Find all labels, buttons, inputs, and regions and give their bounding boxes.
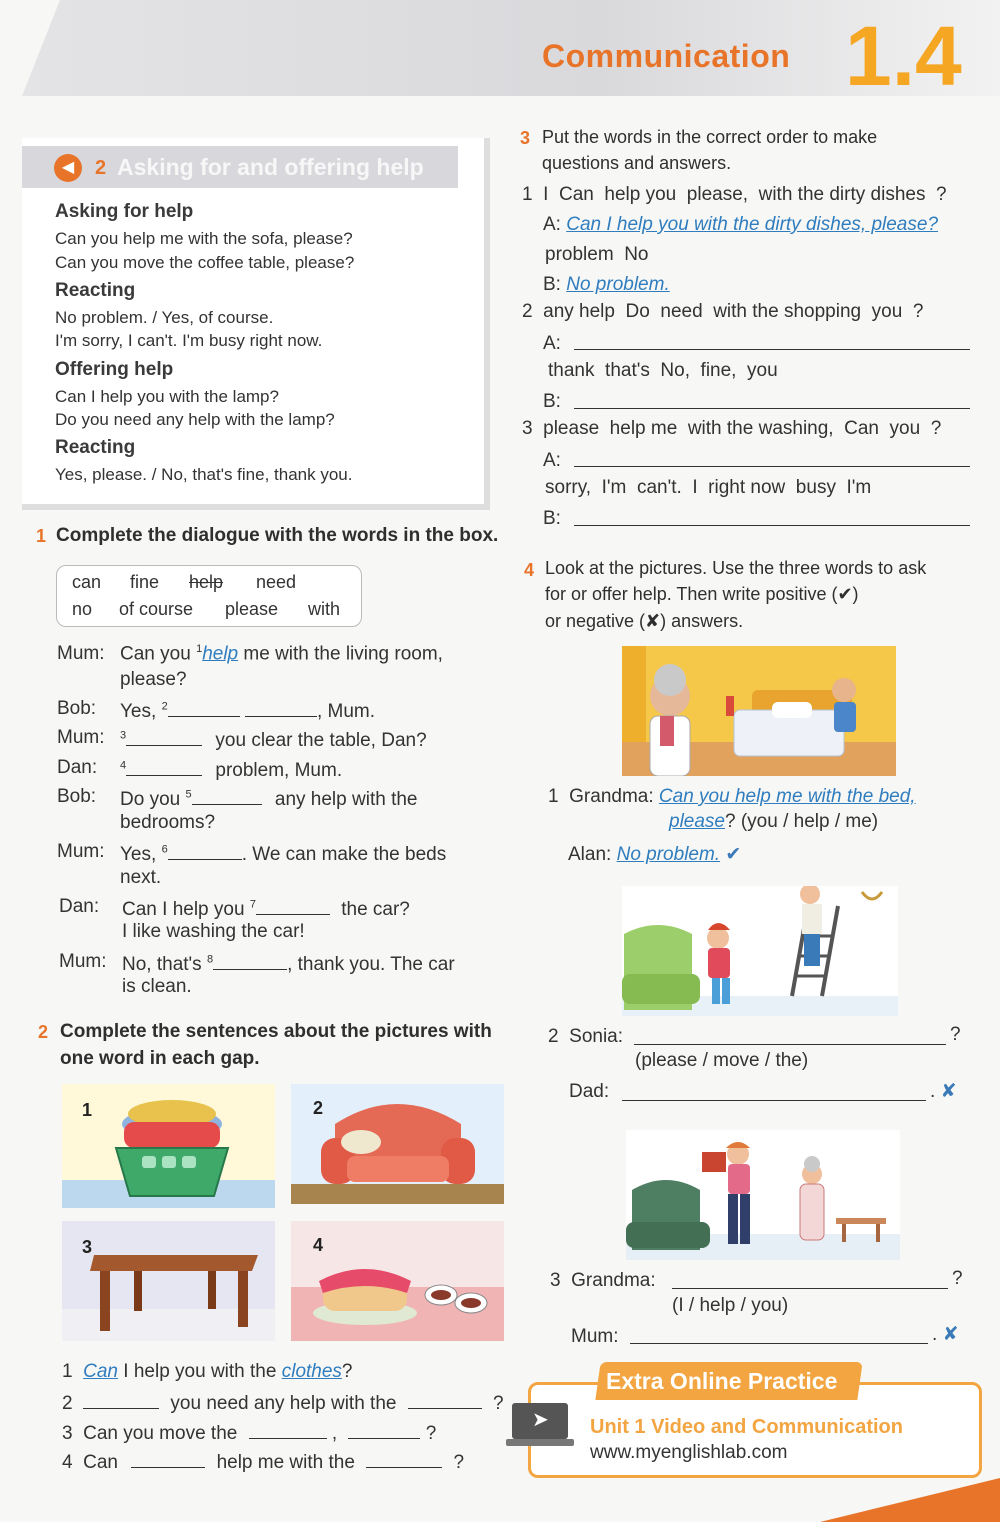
laptop-base: [506, 1439, 574, 1446]
answer-line[interactable]: [672, 1287, 948, 1289]
dialogue-speaker: Mum:: [57, 841, 105, 862]
word-box-word: of course: [119, 599, 194, 619]
ex3-number: 3: [520, 128, 531, 148]
ex3-reply-words: problem No: [545, 244, 649, 265]
dialogue-line: $^4$ problem, Mum.: [120, 757, 342, 782]
ex2-instruction: Complete the sentences about the pictures with: [60, 1021, 492, 1042]
question-mark: ?: [950, 1024, 961, 1045]
phrase-line: No problem. / Yes, of course.: [55, 308, 274, 327]
answer-gap[interactable]: [348, 1420, 420, 1439]
dialogue-line: Can you $^1$help me with the living room,: [120, 643, 443, 665]
sonia-dad-picture: [622, 886, 898, 1016]
dialogue-line: Yes, $^6$ . We can make the beds: [120, 841, 446, 866]
ex4-instruction: or negative (✘) answers.: [545, 611, 744, 631]
dialogue-speaker: Mum:: [57, 643, 105, 664]
ex4-item: 1 Grandma: Can you help me with the bed,: [548, 786, 916, 807]
dialogue-line: $^3$ you clear the table, Dan?: [120, 727, 427, 752]
negative-cross-icon: ✘: [940, 1081, 957, 1102]
ex3-instruction: questions and answers.: [542, 153, 732, 173]
ex4-prompt: (I / help / you): [672, 1295, 789, 1316]
ex1-instruction: Complete the dialogue with the words in the box.: [56, 525, 499, 546]
grandma-mum-picture: [626, 1130, 900, 1260]
word-box-word: need: [256, 572, 297, 592]
ex3-answer-b-label: B:: [543, 391, 561, 412]
section-heading: Reacting: [55, 280, 136, 301]
answer-gap[interactable]: [256, 896, 330, 915]
phrase-line: Yes, please. / No, that's fine, thank you.: [55, 465, 353, 484]
ex2-sentence: 3 Can you move the , ?: [62, 1420, 436, 1445]
ex4-number: 4: [524, 560, 535, 580]
dialogue-line-cont: I like washing the car!: [122, 921, 305, 942]
ex4-reply-speaker: Mum:: [571, 1326, 619, 1347]
answer-line[interactable]: [622, 1099, 926, 1101]
word-box-word: fine: [130, 572, 160, 592]
answer-line[interactable]: [574, 465, 970, 467]
online-practice-url[interactable]: www.myenglishlab.com: [590, 1442, 788, 1463]
phrase-line: Do you need any help with the lamp?: [55, 410, 335, 429]
laundry-basket-picture: [62, 1084, 275, 1208]
audio-speaker-icon[interactable]: ◀: [54, 154, 82, 182]
dialogue-line-cont: next.: [120, 867, 162, 888]
ex4-item-cont: please? (you / help / me): [669, 811, 879, 832]
ex2-instruction: one word in each gap.: [60, 1048, 260, 1069]
word-box-word: no: [72, 599, 93, 619]
section-heading: Offering help: [55, 359, 174, 380]
section-heading: Reacting: [55, 437, 136, 458]
ex3-item-words: 3 please help me with the washing, Can you ?: [522, 418, 942, 439]
answer-gap[interactable]: [249, 1420, 327, 1439]
ex3-answer-a-label: A:: [543, 333, 561, 354]
ex4-reply-end: . ✘: [932, 1324, 959, 1345]
dialogue-line-cont: please?: [120, 669, 187, 690]
word-box-word: please: [225, 599, 279, 619]
dialogue-speaker: Dan:: [57, 757, 98, 778]
ex2-sentence: 2 you need any help with the ?: [62, 1390, 504, 1415]
positive-check-icon: ✔: [725, 844, 742, 865]
phrase-line: I'm sorry, I can't. I'm busy right now.: [55, 331, 323, 350]
grandma-bed-picture: [622, 646, 896, 776]
armchair-picture: [291, 1084, 504, 1204]
answer-gap[interactable]: [126, 757, 202, 776]
ex4-prompt: (please / move / the): [635, 1050, 809, 1071]
picture-number: 4: [313, 1235, 324, 1255]
answer-gap[interactable]: [126, 727, 202, 746]
ex3-reply-words: thank that's No, fine, you: [548, 360, 778, 381]
answer-gap[interactable]: [192, 786, 262, 805]
dialogue-line: No, that's $^8$ , thank you. The car: [122, 951, 455, 976]
dialogue-line: Yes, $^2$ , Mum.: [120, 698, 375, 723]
ex3-instruction: Put the words in the correct order to make: [542, 127, 878, 147]
ex4-instruction: Look at the pictures. Use the three words to ask: [545, 558, 927, 578]
picture-number: 3: [82, 1237, 93, 1257]
answer-gap[interactable]: [366, 1449, 442, 1468]
dialogue-line: Do you $^5$ any help with the: [120, 786, 417, 811]
section-heading: Asking for help: [55, 201, 194, 222]
phrase-line: Can you move the coffee table, please?: [55, 253, 355, 272]
dialogue-speaker: Mum:: [59, 951, 107, 972]
ex3-item-words: 1 I Can help you please, with the dirty dishes ?: [522, 184, 947, 205]
question-mark: ?: [952, 1268, 963, 1289]
dialogue-line: Can I help you $^7$ the car?: [122, 896, 410, 921]
ex3-answer-b: B: No problem.: [543, 274, 670, 295]
answer-line[interactable]: [630, 1342, 928, 1344]
ex1-number: 1: [36, 526, 47, 546]
ex3-answer-b-label: B:: [543, 508, 561, 529]
page-title: Communication: [542, 38, 791, 74]
answer-gap[interactable]: [213, 951, 287, 970]
footer-decoration: [820, 1478, 1000, 1522]
online-practice-unit: Unit 1 Video and Communication: [590, 1416, 903, 1438]
dialogue-line-cont: bedrooms?: [120, 812, 216, 833]
ex4-reply-speaker: Dad:: [569, 1081, 610, 1102]
phrase-box-title: Asking for and offering help: [117, 154, 424, 180]
dialogue-line-cont: is clean.: [122, 976, 192, 997]
online-practice-title: Extra Online Practice: [606, 1368, 838, 1394]
ex3-answer-a-label: A:: [543, 450, 561, 471]
phrase-line: Can you help me with the sofa, please?: [55, 229, 353, 248]
word-box-word-crossed: help: [189, 572, 224, 592]
ex4-instruction: for or offer help. Then write positive (✔): [545, 584, 859, 604]
answer-gap[interactable]: [83, 1390, 159, 1409]
ex4-item: 3 Grandma:: [550, 1270, 656, 1291]
answer-line[interactable]: [574, 348, 970, 350]
ex3-answer-a: A: Can I help you with the dirty dishes, please?: [543, 214, 939, 235]
ex2-sentence: 1 Can I help you with the clothes?: [62, 1361, 353, 1382]
ex4-item: 2 Sonia:: [548, 1026, 624, 1047]
dialogue-speaker: Bob:: [57, 786, 97, 807]
answer-line[interactable]: [574, 407, 970, 409]
answer-gap[interactable]: [131, 1449, 205, 1468]
ex3-item-words: 2 any help Do need with the shopping you ?: [522, 301, 924, 322]
phrase-line: Can I help you with the lamp?: [55, 387, 279, 406]
ex2-number: 2: [38, 1022, 49, 1042]
dialogue-speaker: Bob:: [57, 698, 97, 719]
ex4-reply-end: . ✘: [930, 1081, 957, 1102]
dialogue-answer: help: [202, 643, 239, 665]
dialogue-speaker: Mum:: [57, 727, 105, 748]
lesson-number: 1.4: [845, 9, 962, 103]
cake-picture: [291, 1221, 504, 1341]
answer-gap[interactable]: [168, 841, 242, 860]
dialogue-speaker: Dan:: [59, 896, 100, 917]
negative-cross-icon: ✘: [942, 1324, 959, 1345]
answer-line[interactable]: [634, 1043, 946, 1045]
picture-number: 2: [313, 1098, 324, 1118]
answer-gap[interactable]: [168, 698, 240, 717]
picture-number: 1: [82, 1100, 93, 1120]
word-box-word: can: [72, 572, 102, 592]
answer-gap[interactable]: [408, 1390, 482, 1409]
ex4-reply: Alan: No problem. ✔: [568, 844, 742, 865]
answer-line[interactable]: [574, 524, 970, 526]
table-picture: [62, 1221, 275, 1341]
ex2-sentence: 4 Can help me with the ?: [62, 1449, 464, 1474]
ex3-reply-words: sorry, I'm can't. I right now busy I'm: [545, 477, 872, 498]
laptop-cursor-icon: ➤: [512, 1403, 568, 1439]
phrase-box-number: 2: [95, 157, 107, 179]
word-box-word: with: [308, 599, 341, 619]
answer-gap[interactable]: [245, 698, 317, 717]
